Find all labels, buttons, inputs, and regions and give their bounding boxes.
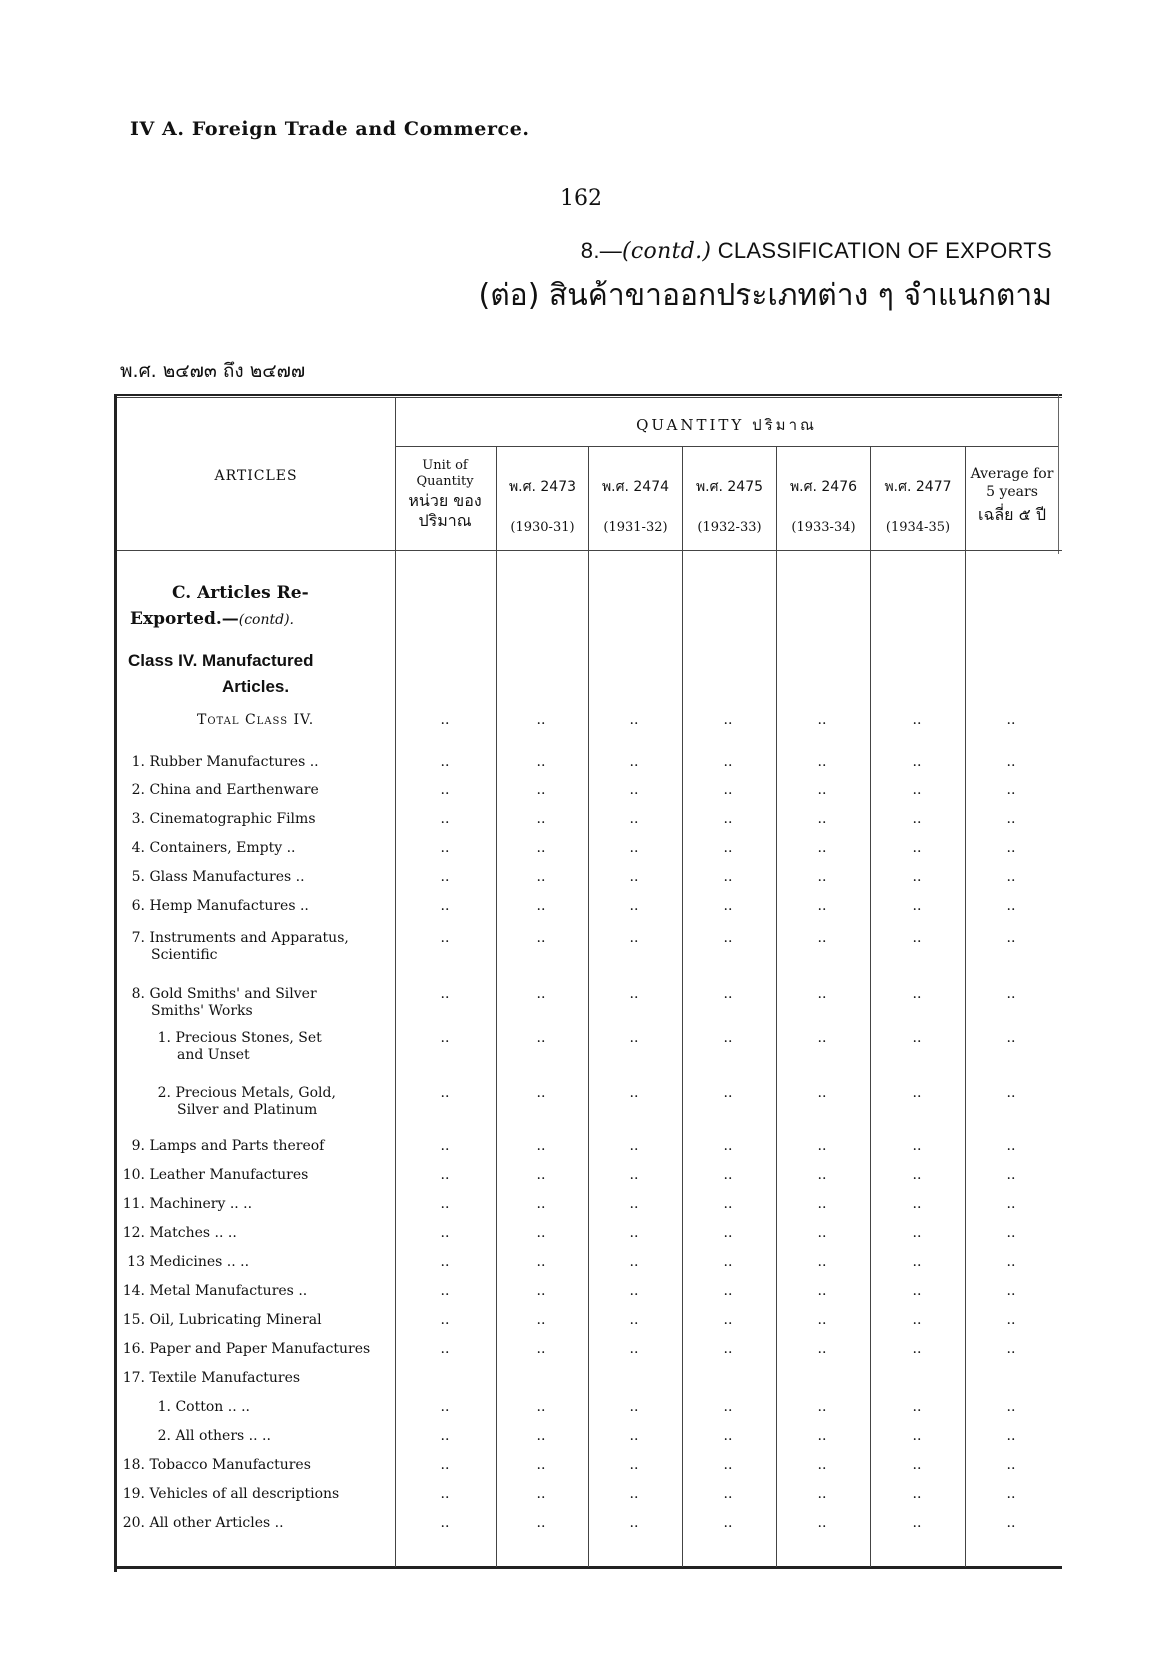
- value-cell: ..: [912, 840, 922, 856]
- column-rule: [682, 446, 683, 1567]
- value-cell: ..: [912, 869, 922, 885]
- value-cell: ..: [629, 1312, 639, 1328]
- unit-header: [395, 458, 495, 531]
- row-label: [117, 869, 305, 886]
- year-header: [871, 476, 965, 535]
- value-cell: ..: [1006, 1167, 1016, 1183]
- value-cell: ..: [723, 1085, 733, 1101]
- value-cell: ..: [629, 1167, 639, 1183]
- value-cell: ..: [723, 840, 733, 856]
- row-number: 14.: [122, 1283, 145, 1299]
- row-label-text: All others .. ..: [175, 1428, 271, 1444]
- value-cell: ..: [723, 1225, 733, 1241]
- table-title: [581, 238, 1052, 264]
- row-label-text: All other Articles ..: [149, 1515, 284, 1531]
- row-number: 7.: [131, 930, 145, 946]
- value-cell: ..: [1006, 1085, 1016, 1101]
- value-cell: ..: [536, 1085, 546, 1101]
- value-cell: ..: [440, 840, 450, 856]
- value-cell: ..: [723, 1167, 733, 1183]
- value-cell: ..: [723, 1399, 733, 1415]
- value-cell: ..: [817, 1138, 827, 1154]
- value-cell: ..: [440, 712, 450, 728]
- row-label: [143, 1428, 271, 1445]
- column-rule: [588, 446, 589, 1567]
- class-heading-line2: Articles.: [222, 677, 290, 696]
- row-number: 17.: [122, 1370, 145, 1386]
- value-cell: ..: [723, 1030, 733, 1046]
- row-label: [117, 1457, 311, 1474]
- value-cell: ..: [440, 1515, 450, 1531]
- value-cell: ..: [912, 754, 922, 770]
- year-ce: (1930-31): [510, 520, 575, 535]
- value-cell: ..: [912, 986, 922, 1002]
- row-label-text: Cotton .. ..: [175, 1399, 250, 1415]
- column-rule: [776, 446, 777, 1567]
- row-label-text: Instruments and Apparatus,: [149, 930, 349, 946]
- value-cell: ..: [912, 1428, 922, 1444]
- value-cell: ..: [1006, 986, 1016, 1002]
- row-label-text: Medicines .. ..: [149, 1254, 250, 1270]
- value-cell: ..: [723, 782, 733, 798]
- row-number: 18.: [122, 1457, 145, 1473]
- value-cell: ..: [629, 986, 639, 1002]
- value-cell: ..: [536, 1486, 546, 1502]
- value-cell: ..: [536, 712, 546, 728]
- row-label-text: Rubber Manufactures ..: [149, 754, 319, 770]
- column-rule: [870, 446, 871, 1567]
- row-label-text: Paper and Paper Manufactures: [149, 1341, 371, 1357]
- value-cell: ..: [723, 986, 733, 1002]
- value-cell: ..: [912, 1225, 922, 1241]
- value-cell: ..: [440, 930, 450, 946]
- value-cell: ..: [817, 1341, 827, 1357]
- value-cell: ..: [1006, 1138, 1016, 1154]
- row-number: 11.: [122, 1196, 145, 1212]
- table-number: 8.—: [580, 238, 623, 263]
- group-heading-text: Exported.—: [130, 609, 239, 629]
- value-cell: ..: [1006, 1283, 1016, 1299]
- value-cell: ..: [536, 1283, 546, 1299]
- year-header: [589, 476, 682, 535]
- row-label-text: Oil, Lubricating Mineral: [149, 1312, 322, 1328]
- value-cell: ..: [440, 1196, 450, 1212]
- value-cell: ..: [817, 898, 827, 914]
- row-label-text: Precious Metals, Gold,: [175, 1085, 336, 1101]
- value-cell: ..: [723, 1254, 733, 1270]
- row-label-text: Machinery .. ..: [149, 1196, 253, 1212]
- value-cell: ..: [629, 1457, 639, 1473]
- row-number: 9.: [131, 1138, 145, 1154]
- value-cell: ..: [536, 1167, 546, 1183]
- table-right-rule: [1058, 394, 1059, 554]
- row-label-text: Metal Manufactures ..: [149, 1283, 308, 1299]
- value-cell: ..: [440, 1399, 450, 1415]
- value-cell: ..: [723, 1138, 733, 1154]
- year-ce: (1931-32): [603, 520, 668, 535]
- row-label-text-line2: Silver and Platinum: [177, 1102, 318, 1118]
- value-cell: ..: [629, 898, 639, 914]
- value-cell: ..: [1006, 1225, 1016, 1241]
- value-cell: ..: [536, 782, 546, 798]
- value-cell: ..: [1006, 712, 1016, 728]
- year-header: [497, 476, 588, 535]
- value-cell: ..: [723, 754, 733, 770]
- row-label-text-line2: Scientific: [151, 947, 218, 963]
- value-cell: ..: [817, 869, 827, 885]
- value-cell: ..: [629, 1428, 639, 1444]
- row-number: 2.: [157, 1428, 171, 1444]
- value-cell: ..: [912, 1138, 922, 1154]
- value-cell: ..: [912, 782, 922, 798]
- average-header-th: เฉลี่ย ๕ ปี: [978, 505, 1046, 524]
- row-label: [117, 1515, 284, 1532]
- year-header: [777, 476, 870, 535]
- value-cell: ..: [440, 1341, 450, 1357]
- value-cell: ..: [1006, 1399, 1016, 1415]
- row-label: [117, 754, 319, 771]
- value-cell: ..: [723, 930, 733, 946]
- row-label-text: Matches .. ..: [149, 1225, 237, 1241]
- row-label-text: Lamps and Parts thereof: [149, 1138, 325, 1154]
- value-cell: ..: [629, 782, 639, 798]
- year-ce: (1932-33): [697, 520, 762, 535]
- row-label-text-line2: and Unset: [177, 1047, 250, 1063]
- quantity-header-rule: [395, 446, 1058, 447]
- value-cell: ..: [723, 898, 733, 914]
- header-bottom-rule: [117, 550, 1062, 551]
- table-top-inner-rule: [117, 397, 1062, 398]
- year-ce: (1934-35): [885, 520, 951, 535]
- value-cell: ..: [629, 1515, 639, 1531]
- row-number: 4.: [131, 840, 145, 856]
- row-label-text: Total Class IV.: [197, 712, 315, 728]
- value-cell: ..: [817, 840, 827, 856]
- value-cell: ..: [817, 712, 827, 728]
- value-cell: ..: [817, 1399, 827, 1415]
- value-cell: ..: [629, 1030, 639, 1046]
- row-number: 5.: [131, 869, 145, 885]
- row-label: [143, 1030, 322, 1064]
- value-cell: ..: [817, 1457, 827, 1473]
- class-heading: [128, 648, 314, 700]
- row-label: [117, 1486, 339, 1503]
- year-be: พ.ศ. 2475: [695, 479, 764, 495]
- year-be: พ.ศ. 2477: [884, 479, 952, 495]
- value-cell: ..: [1006, 1341, 1016, 1357]
- group-heading: [130, 580, 380, 633]
- value-cell: ..: [536, 811, 546, 827]
- value-cell: ..: [536, 1341, 546, 1357]
- value-cell: ..: [1006, 930, 1016, 946]
- thai-years: พ.ศ. ๒๔๗๓ ถึง ๒๔๗๗: [120, 360, 306, 382]
- value-cell: ..: [629, 1196, 639, 1212]
- table-title-text: CLASSIFICATION OF EXPORTS: [717, 238, 1052, 263]
- value-cell: ..: [723, 1341, 733, 1357]
- value-cell: ..: [1006, 1486, 1016, 1502]
- group-heading-contd: (contd).: [238, 612, 294, 628]
- row-label: [117, 986, 317, 1020]
- row-label: [143, 1399, 250, 1416]
- row-label: [117, 1167, 308, 1184]
- value-cell: ..: [912, 930, 922, 946]
- value-cell: ..: [1006, 869, 1016, 885]
- row-label: [117, 811, 316, 828]
- value-cell: ..: [629, 1254, 639, 1270]
- value-cell: ..: [440, 1486, 450, 1502]
- value-cell: ..: [629, 1138, 639, 1154]
- value-cell: ..: [1006, 840, 1016, 856]
- average-header: [966, 466, 1058, 525]
- value-cell: ..: [440, 754, 450, 770]
- row-label: [117, 1341, 370, 1358]
- row-label: [117, 1196, 252, 1213]
- value-cell: ..: [536, 1312, 546, 1328]
- value-cell: ..: [912, 1030, 922, 1046]
- thai-title: (ต่อ) สินค้าขาออกประเภทต่าง ๆ จำแนกตาม: [478, 278, 1052, 313]
- row-label-text: Precious Stones, Set: [175, 1030, 322, 1046]
- class-heading-line1: Class IV. Manufactured: [128, 651, 314, 670]
- value-cell: ..: [1006, 898, 1016, 914]
- value-cell: ..: [1006, 1196, 1016, 1212]
- value-cell: ..: [629, 1225, 639, 1241]
- row-number: 12.: [122, 1225, 145, 1241]
- value-cell: ..: [912, 1341, 922, 1357]
- row-number: 19.: [122, 1486, 145, 1502]
- table-left-rule: [114, 394, 117, 1572]
- value-cell: ..: [912, 811, 922, 827]
- column-rule: [395, 397, 396, 1567]
- value-cell: ..: [723, 811, 733, 827]
- page-number: 162: [560, 186, 602, 211]
- value-cell: ..: [912, 1254, 922, 1270]
- value-cell: ..: [440, 811, 450, 827]
- value-cell: ..: [629, 712, 639, 728]
- value-cell: ..: [629, 1486, 639, 1502]
- value-cell: ..: [536, 869, 546, 885]
- value-cell: ..: [440, 869, 450, 885]
- row-number: 16.: [122, 1341, 145, 1357]
- value-cell: ..: [912, 712, 922, 728]
- row-number: 8.: [131, 986, 145, 1002]
- value-cell: ..: [1006, 1312, 1016, 1328]
- value-cell: ..: [1006, 1428, 1016, 1444]
- value-cell: ..: [440, 782, 450, 798]
- value-cell: ..: [629, 869, 639, 885]
- value-cell: ..: [629, 840, 639, 856]
- row-number: 2.: [131, 782, 145, 798]
- row-label-text: Gold Smiths' and Silver: [149, 986, 317, 1002]
- value-cell: ..: [440, 1085, 450, 1101]
- articles-header: ARTICLES: [214, 468, 298, 484]
- group-heading-line2: [130, 606, 380, 633]
- value-cell: ..: [817, 986, 827, 1002]
- value-cell: ..: [440, 1428, 450, 1444]
- value-cell: ..: [536, 1254, 546, 1270]
- year-header: [683, 476, 776, 535]
- row-number: 20.: [122, 1515, 145, 1531]
- year-be: พ.ศ. 2474: [601, 479, 670, 495]
- value-cell: ..: [1006, 1515, 1016, 1531]
- value-cell: ..: [912, 1312, 922, 1328]
- value-cell: ..: [536, 1457, 546, 1473]
- value-cell: ..: [1006, 1457, 1016, 1473]
- value-cell: ..: [817, 1428, 827, 1444]
- row-label-text: Leather Manufactures: [149, 1167, 309, 1183]
- row-number: 13: [127, 1254, 145, 1270]
- row-number: 1.: [131, 754, 145, 770]
- value-cell: ..: [536, 1515, 546, 1531]
- value-cell: ..: [817, 754, 827, 770]
- value-cell: ..: [536, 986, 546, 1002]
- average-header-en: Average for 5 years: [970, 466, 1054, 500]
- value-cell: ..: [536, 1428, 546, 1444]
- row-number: 1.: [157, 1030, 171, 1046]
- value-cell: ..: [723, 1283, 733, 1299]
- row-number: 10.: [122, 1167, 145, 1183]
- value-cell: ..: [440, 1225, 450, 1241]
- year-be: พ.ศ. 2476: [789, 479, 858, 495]
- row-label: [117, 840, 295, 857]
- row-label-text: Tobacco Manufactures: [149, 1457, 311, 1473]
- value-cell: ..: [723, 1457, 733, 1473]
- row-label-text-line2: Smiths' Works: [151, 1003, 253, 1019]
- value-cell: ..: [629, 1399, 639, 1415]
- column-rule: [965, 446, 966, 1567]
- row-label: [117, 1312, 322, 1329]
- table-top-rule: [114, 394, 1062, 396]
- value-cell: ..: [629, 1085, 639, 1101]
- value-cell: ..: [912, 1399, 922, 1415]
- unit-header-en: Unit of Quantity: [416, 458, 474, 490]
- value-cell: ..: [1006, 782, 1016, 798]
- value-cell: ..: [817, 1085, 827, 1101]
- row-label-text: Vehicles of all descriptions: [149, 1486, 340, 1502]
- value-cell: ..: [536, 930, 546, 946]
- value-cell: ..: [1006, 811, 1016, 827]
- section-heading: IV A. Foreign Trade and Commerce.: [130, 118, 530, 140]
- value-cell: ..: [817, 1030, 827, 1046]
- value-cell: ..: [912, 898, 922, 914]
- row-number: 1.: [157, 1399, 171, 1415]
- value-cell: ..: [440, 1167, 450, 1183]
- value-cell: ..: [912, 1283, 922, 1299]
- value-cell: ..: [912, 1196, 922, 1212]
- row-label: [117, 930, 349, 964]
- value-cell: ..: [440, 1030, 450, 1046]
- row-label-text: Containers, Empty ..: [149, 840, 296, 856]
- row-label: [117, 898, 309, 915]
- row-number: 6.: [131, 898, 145, 914]
- row-label: [117, 1283, 307, 1300]
- value-cell: ..: [440, 1457, 450, 1473]
- value-cell: ..: [536, 840, 546, 856]
- value-cell: ..: [817, 1515, 827, 1531]
- group-heading-line1: C. Articles Re-: [172, 583, 309, 603]
- value-cell: ..: [440, 986, 450, 1002]
- table-contd: (contd.): [622, 239, 712, 264]
- value-cell: ..: [817, 1167, 827, 1183]
- value-cell: ..: [440, 1312, 450, 1328]
- value-cell: ..: [817, 930, 827, 946]
- value-cell: ..: [1006, 754, 1016, 770]
- value-cell: ..: [723, 869, 733, 885]
- row-label: [117, 782, 319, 799]
- quantity-header: QUANTITY ปริมาณ: [636, 416, 817, 434]
- row-label: [117, 1254, 249, 1271]
- row-number: 3.: [131, 811, 145, 827]
- row-label-text: Textile Manufactures: [149, 1370, 301, 1386]
- row-label: [117, 1138, 324, 1155]
- value-cell: ..: [440, 1138, 450, 1154]
- value-cell: ..: [817, 1312, 827, 1328]
- value-cell: ..: [440, 1254, 450, 1270]
- value-cell: ..: [536, 1030, 546, 1046]
- value-cell: ..: [1006, 1254, 1016, 1270]
- value-cell: ..: [723, 1312, 733, 1328]
- value-cell: ..: [536, 1225, 546, 1241]
- value-cell: ..: [817, 1254, 827, 1270]
- row-label: [143, 1085, 336, 1119]
- row-label: [197, 712, 314, 729]
- unit-header-th: หน่วย ของปริมาณ: [408, 490, 482, 530]
- row-label-text: Hemp Manufactures ..: [149, 898, 309, 914]
- column-rule: [496, 446, 497, 1567]
- year-ce: (1933-34): [791, 520, 856, 535]
- value-cell: ..: [629, 930, 639, 946]
- value-cell: ..: [536, 1138, 546, 1154]
- row-number: 2.: [157, 1085, 171, 1101]
- value-cell: ..: [817, 1283, 827, 1299]
- value-cell: ..: [629, 1341, 639, 1357]
- value-cell: ..: [629, 1283, 639, 1299]
- row-label-text: Cinematographic Films: [149, 811, 316, 827]
- row-label: [117, 1370, 300, 1387]
- value-cell: ..: [536, 898, 546, 914]
- value-cell: ..: [629, 754, 639, 770]
- value-cell: ..: [912, 1486, 922, 1502]
- row-number: 15.: [122, 1312, 145, 1328]
- value-cell: ..: [723, 1196, 733, 1212]
- row-label: [117, 1225, 237, 1242]
- value-cell: ..: [817, 811, 827, 827]
- value-cell: ..: [536, 1196, 546, 1212]
- value-cell: ..: [440, 898, 450, 914]
- year-be: พ.ศ. 2473: [508, 479, 577, 495]
- value-cell: ..: [536, 1399, 546, 1415]
- value-cell: ..: [440, 1283, 450, 1299]
- value-cell: ..: [817, 782, 827, 798]
- value-cell: ..: [723, 1486, 733, 1502]
- value-cell: ..: [723, 1428, 733, 1444]
- value-cell: ..: [629, 811, 639, 827]
- value-cell: ..: [723, 1515, 733, 1531]
- value-cell: ..: [817, 1486, 827, 1502]
- value-cell: ..: [912, 1457, 922, 1473]
- row-label-text: Glass Manufactures ..: [149, 869, 305, 885]
- value-cell: ..: [912, 1085, 922, 1101]
- row-label-text: China and Earthenware: [149, 782, 319, 798]
- value-cell: ..: [723, 712, 733, 728]
- value-cell: ..: [912, 1167, 922, 1183]
- value-cell: ..: [817, 1196, 827, 1212]
- value-cell: ..: [817, 1225, 827, 1241]
- value-cell: ..: [1006, 1030, 1016, 1046]
- value-cell: ..: [912, 1515, 922, 1531]
- value-cell: ..: [536, 754, 546, 770]
